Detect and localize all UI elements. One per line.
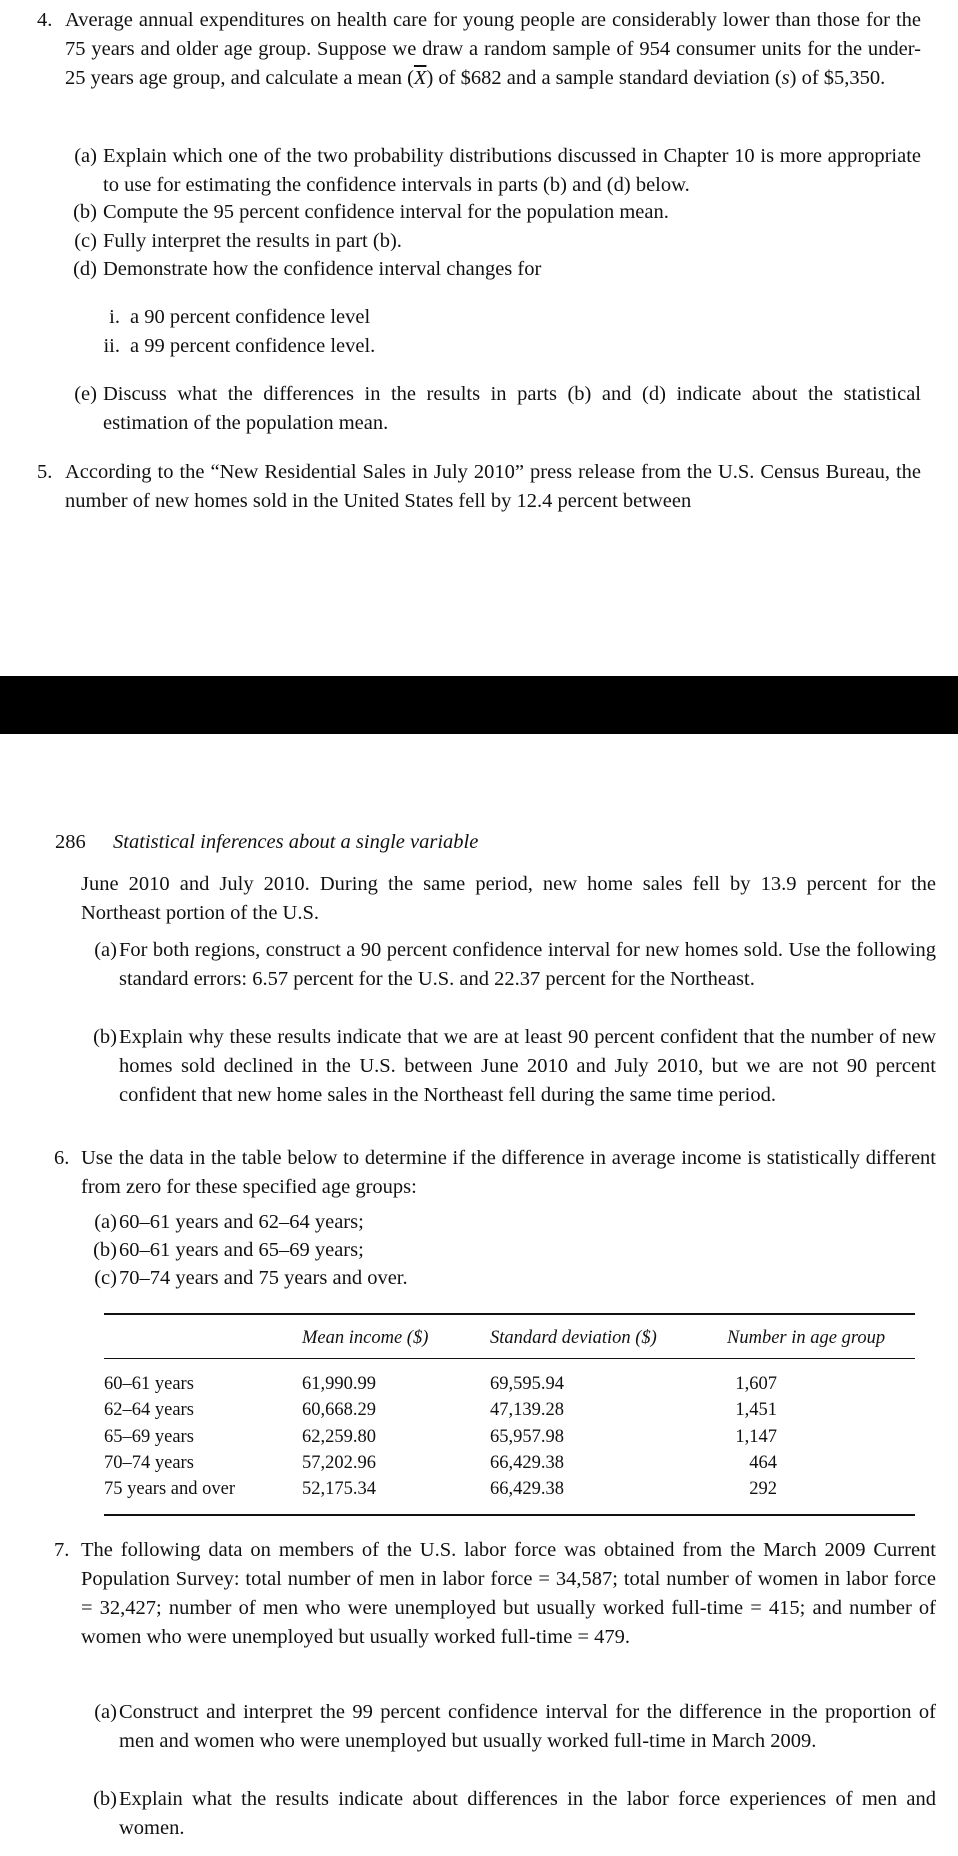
page-upper xyxy=(0,0,958,676)
q7-part-a-label: (a) xyxy=(94,1701,117,1723)
page-lower xyxy=(0,734,958,1856)
q6-part-a-text: 60–61 years and 62–64 years; xyxy=(119,1211,364,1233)
q4-subpart-i-label: i. xyxy=(109,306,120,328)
cell-standard-deviation: 66,429.38 xyxy=(490,1453,564,1473)
question-5-continued-text: June 2010 and July 2010. During the same period, new home sales fell by 13.9 percent for the Northeast portion of the U.S. xyxy=(81,873,936,924)
cell-number: 1,147 xyxy=(735,1427,777,1447)
cell-age-group: 60–61 years xyxy=(104,1374,194,1394)
cell-standard-deviation: 69,595.94 xyxy=(490,1374,564,1394)
question-5-number: 5. xyxy=(37,461,53,483)
question-7-text: The following data on members of the U.S. labor force was obtained from the March 2009 Current Population Survey: total number of men in labor force = 34,587; total number of women in labor force = 32,427; number of men who were unemployed but usually worked full-time = 415; and number of women who were unemployed but usually worked full-time = 479. xyxy=(81,1539,936,1648)
q4-part-b-text: Compute the 95 percent confidence interval for the population mean. xyxy=(103,201,669,223)
cell-mean-income: 52,175.34 xyxy=(302,1479,376,1499)
q7-part-b-label: (b) xyxy=(93,1788,117,1810)
cell-standard-deviation: 47,139.28 xyxy=(490,1400,564,1420)
q5-part-a-label: (a) xyxy=(94,939,117,961)
q4-subpart-ii-label: ii. xyxy=(103,335,120,357)
cell-age-group: 65–69 years xyxy=(104,1427,194,1447)
q6-part-b-label: (b) xyxy=(93,1239,117,1261)
question-4-text-part3: ) of $5,350. xyxy=(789,67,886,89)
q6-part-c-text: 70–74 years and 75 years and over. xyxy=(119,1267,408,1289)
question-6-text: Use the data in the table below to determine if the difference in average income is statistically different from zero for these specified age groups: xyxy=(81,1147,936,1198)
question-4-text xyxy=(65,6,921,93)
cell-standard-deviation: 66,429.38 xyxy=(490,1479,564,1499)
cell-mean-income: 61,990.99 xyxy=(302,1374,376,1394)
page-break-bar xyxy=(0,676,958,734)
question-5-text: According to the “New Residential Sales in July 2010” press release from the U.S. Census Bureau, the number of new homes sold in the United States fell by 12.4 percent between xyxy=(65,461,921,512)
running-head xyxy=(55,828,755,857)
cell-number: 1,451 xyxy=(735,1400,777,1420)
cell-number: 464 xyxy=(749,1453,777,1473)
q4-part-a-text: Explain which one of the two probability distributions discussed in Chapter 10 is more appropriate to use for estimating the confidence intervals in parts (b) and (d) below. xyxy=(103,145,921,196)
table-header-rule xyxy=(104,1358,915,1359)
q6-part-b-text: 60–61 years and 65–69 years; xyxy=(119,1239,364,1261)
q4-part-a-label: (a) xyxy=(74,145,97,167)
xbar-symbol: $\overline{X}$ xyxy=(413,67,427,89)
cell-mean-income: 57,202.96 xyxy=(302,1453,376,1473)
s-symbol: s xyxy=(781,67,790,89)
cell-mean-income: 60,668.29 xyxy=(302,1400,376,1420)
q4-subpart-ii-text: a 99 percent confidence level. xyxy=(130,335,376,357)
chapter-title: Statistical inferences about a single variable xyxy=(113,831,479,853)
question-6-number: 6. xyxy=(54,1147,70,1169)
question-4-text-part1: Average annual expenditures on health care for young people are considerably lower than those for the 75 years and older age group. Suppose we draw a random sample of 954 consumer units for the under-25 years age group, and calculate a mean ( xyxy=(65,9,921,89)
q6-part-c-label: (c) xyxy=(94,1267,117,1289)
cell-number: 292 xyxy=(749,1479,777,1499)
cell-standard-deviation: 65,957.98 xyxy=(490,1427,564,1447)
cell-number: 1,607 xyxy=(735,1374,777,1394)
q4-subpart-i-text: a 90 percent confidence level xyxy=(130,306,371,328)
header-number-in-group: Number in age group xyxy=(727,1328,886,1348)
q4-part-d-text: Demonstrate how the confidence interval changes for xyxy=(103,258,542,280)
header-standard-deviation: Standard deviation ($) xyxy=(490,1328,657,1348)
cell-age-group: 62–64 years xyxy=(104,1400,194,1420)
table-bottom-rule xyxy=(104,1514,915,1516)
q4-part-d-label: (d) xyxy=(73,258,97,280)
q7-part-a-text: Construct and interpret the 99 percent confidence interval for the difference in the proportion of men and women who were unemployed but usually worked full-time in March 2009. xyxy=(119,1701,936,1752)
q4-part-e-text: Discuss what the differences in the results in parts (b) and (d) indicate about the statistical estimation of the population mean. xyxy=(103,383,921,434)
header-mean-income: Mean income ($) xyxy=(302,1328,429,1348)
table-top-rule xyxy=(104,1313,915,1315)
page-number: 286 xyxy=(55,831,86,853)
question-4-number: 4. xyxy=(37,9,53,31)
cell-age-group: 70–74 years xyxy=(104,1453,194,1473)
q5-part-b-text: Explain why these results indicate that we are at least 90 percent confident that the number of new homes sold declined in the U.S. between June 2010 and July 2010, but we are not 90 percent confident that new home sales in the Northeast fell during the same time period. xyxy=(119,1026,936,1106)
question-7-number: 7. xyxy=(54,1539,70,1561)
q4-part-c-text: Fully interpret the results in part (b). xyxy=(103,230,402,252)
q5-part-b-label: (b) xyxy=(93,1026,117,1048)
cell-age-group: 75 years and over xyxy=(104,1479,235,1499)
q4-part-e-label: (e) xyxy=(74,383,97,405)
q4-part-c-label: (c) xyxy=(74,230,97,252)
q4-part-b-label: (b) xyxy=(73,201,97,223)
q5-part-a-text: For both regions, construct a 90 percent confidence interval for new homes sold. Use the following standard errors: 6.57 percent for the U.S. and 22.37 percent for the Northeast. xyxy=(119,939,936,990)
q6-part-a-label: (a) xyxy=(94,1211,117,1233)
question-4-text-part2: ) of $682 and a sample standard deviation ( xyxy=(426,67,782,89)
cell-mean-income: 62,259.80 xyxy=(302,1427,376,1447)
q7-part-b-text: Explain what the results indicate about differences in the labor force experiences of men and women. xyxy=(119,1788,936,1839)
